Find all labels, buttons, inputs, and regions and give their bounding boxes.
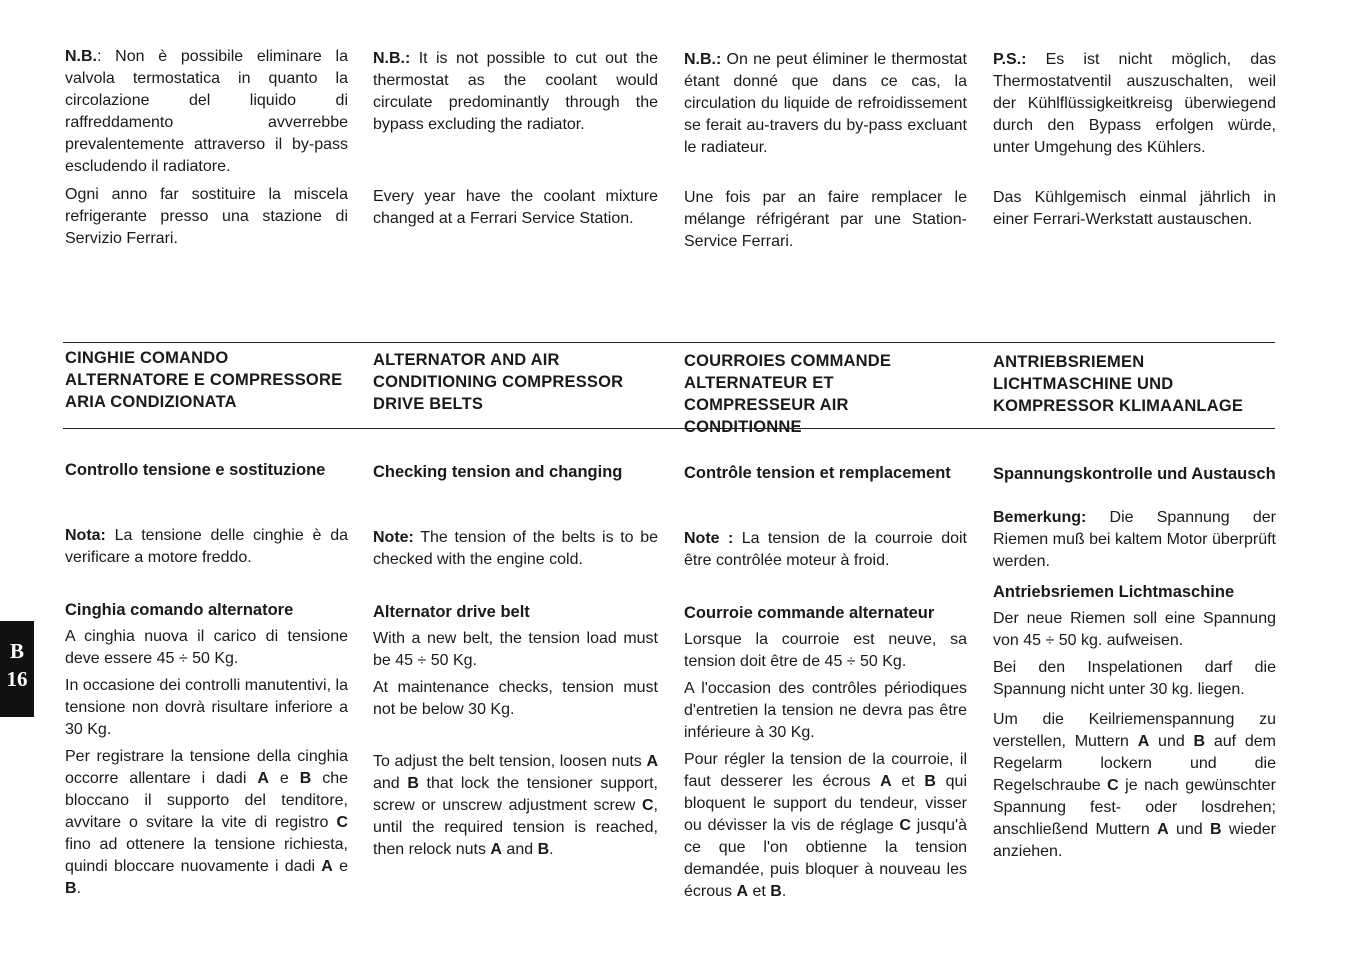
coolant-yearly-de: Das Kühlgemisch einmal jährlich in einer Ferrari-Werkstatt austauschen. [993,189,1276,228]
adjust-text-de-2: und [1149,733,1194,750]
adjust-text-en-3: that lock the tensioner support, screw or unscrew adjustment screw [373,775,659,814]
top-note-it-column [65,46,348,250]
adjust-text-it-6: . [76,880,82,897]
adjust-text-de-4: je nach gewünschter Spannung fest- oder losdrehen; anschließend Muttern [993,777,1276,838]
adjust-text-it-5: e [332,858,349,875]
screw-c-ref-it: C [336,814,348,831]
section-heading-it: CINGHIE COMANDO ALTERNATORE E COMPRESSORE ARIA CONDIZIONATA [65,349,343,411]
section-heading-en: ALTERNATOR AND AIR CONDITIONING COMPRESSOR DRIVE BELTS [373,351,624,413]
note-text-de: Die Spannung der Riemen muß bei kaltem Motor überprüft werden. [993,509,1276,570]
nut-a-ref-de: A [1137,733,1150,750]
nb-label-en: N.B.: [373,50,411,67]
maintenance-de: Bei den Inspelationen darf die Spannung nicht unter 30 kg. liegen. [993,659,1276,698]
check-title-de: Spannungskontrolle und Austausch [993,465,1276,483]
adjust-paragraph-en [373,751,658,861]
maintenance-it: In occasione dei controlli manutentivi, la tensione non dovrà risultare inferiore a 30 Kg. [65,677,348,738]
nut-b-ref-fr: B [924,773,936,790]
section-heading-fr: COURROIES COMMANDE ALTERNATEUR ET COMPRESSEUR AIR CONDITIONNE [684,352,892,436]
note-text-en: The tension of the belts is to be checked with the engine cold. [373,529,658,568]
new-belt-de: Der neue Riemen soll eine Spannung von 45 ÷ 50 kg. aufweisen. [993,610,1276,649]
note-text-fr: La tension de la courroie doit être contrôlée moteur à froid. [684,530,967,569]
maintenance-fr: A l'occasion des contrôles périodiques d'entretien la tension ne devra pas être inférieure à 30 Kg. [684,680,967,741]
adjust-text-fr-3: qui bloquent le support du tendeur, visser ou dévisser la vis de réglage [684,773,967,834]
coolant-yearly-en: Every year have the coolant mixture changed at a Ferrari Service Station. [373,188,658,227]
alternator-belt-title-de: Antriebsriemen Lichtmaschine [993,583,1235,601]
nut-a-ref2-fr: A [736,883,749,900]
screw-c-ref-de: C [1107,777,1119,794]
note-text-it: La tensione delle cinghie è da verificare a motore freddo. [65,527,348,566]
adjust-text-it-3: che bloccano il supporto del tenditore, avvitare o svitare la vite di registro [65,770,348,831]
alternator-belt-title-en: Alternator drive belt [373,603,530,621]
adjust-text-en-6: . [549,841,554,858]
adjust-text-it-4: fino ad ottenere la tensione richiesta, quindi bloccare nuovamente i dadi [65,836,348,875]
adjust-text-de-1: Um die Keilriemenspannung zu verstellen, Muttern [993,711,1276,750]
nb-text-it: : Non è possibile eliminare la valvola termostatica in quanto la circolazione del liquido di raffreddamento avverrebbe prevalentemente attraverso il by-pass escludendo il radiatore. [65,48,348,175]
check-en-column [373,461,658,861]
check-title-it: Controllo tensione e sostituzione [65,461,326,479]
nut-a-ref-en: A [646,753,658,770]
adjust-text-fr-6: . [781,883,787,900]
adjust-text-en-1: To adjust the belt tension, loosen nuts [373,753,647,770]
new-belt-fr: Lorsque la courroie est neuve, sa tension doit être de 45 ÷ 50 Kg. [684,631,967,670]
top-note-fr-column [684,49,967,253]
page-number: 16 [6,667,28,691]
screw-c-ref-fr: C [899,817,911,834]
adjust-paragraph-fr [684,749,967,903]
adjust-text-fr-2: et [891,773,925,790]
note-paragraph-it [65,525,348,569]
adjust-text-de-6: wieder anziehen. [993,821,1276,860]
section-rule-top [63,342,1275,343]
alternator-belt-title-fr: Courroie commande alternateur [684,604,935,622]
nb-text-fr: On ne peut éliminer le thermostat étant donné que dans ce cas, la circulation du liquide de refroidissement se ferait au-travers du by-pass excluant le radiateur. [684,51,967,156]
nut-b-ref-it: B [299,770,312,787]
coolant-yearly-fr: Une fois par an faire remplacer le mélange réfrigérant par une Station-Service Ferrari. [684,189,967,250]
ps-label-de: P.S.: [993,51,1027,68]
nb-paragraph-en [373,48,658,158]
nut-a-ref2-en: A [490,841,502,858]
adjust-text-de-5: und [1168,821,1210,838]
adjust-text-fr-5: et [748,883,771,900]
nut-b-ref-de: B [1193,733,1206,750]
adjust-text-fr-1: Pour régler la tension de la courroie, il faut desserer les écrous [684,751,967,790]
new-belt-en: With a new belt, the tension load must be 45 ÷ 50 Kg. [373,630,658,669]
nb-label-fr: N.B.: [684,51,722,68]
adjust-paragraph-de [993,709,1276,863]
nut-b-ref-en: B [407,775,419,792]
page-tab [0,621,34,717]
coolant-yearly-it: Ogni anno far sostituire la miscela refrigerante presso una stazione di Servizio Ferrari. [65,186,348,247]
nut-a-ref-it: A [257,770,269,787]
nut-a-ref2-de: A [1157,821,1169,838]
note-paragraph-fr [684,528,967,572]
top-note-en-column [373,48,658,230]
check-title-fr: Contrôle tension et remplacement [684,464,951,482]
note-label-en: Note: [373,529,414,546]
top-note-de-column [993,49,1276,231]
check-title-en: Checking tension and changing [373,463,623,481]
screw-c-ref-en: C [641,797,654,814]
adjust-text-de-3: auf dem Regelarm lockern und die Regelschraube [993,733,1277,794]
note-label-fr: Note : [684,530,734,547]
adjust-paragraph-it [65,746,348,900]
note-paragraph-de [993,507,1276,573]
adjust-text-it-2: e [268,770,300,787]
ps-paragraph-de [993,49,1276,159]
section-rule-bottom [63,428,1275,429]
nb-paragraph-it [65,46,348,178]
nut-a-ref-fr: A [880,773,892,790]
maintenance-en: At maintenance checks, tension must not be below 30 Kg. [373,679,658,718]
nut-b-ref2-fr: B [770,883,782,900]
check-fr-column [684,462,967,903]
new-belt-it: A cinghia nuova il carico di tensione deve essere 45 ÷ 50 Kg. [65,628,348,667]
nb-label-it: N.B. [65,48,97,65]
nut-b-ref2-it: B [65,880,77,897]
nb-paragraph-fr [684,49,967,159]
check-it-column [65,459,348,900]
note-label-de: Bemerkung: [993,509,1087,526]
adjust-text-en-5: and [501,841,538,858]
adjust-text-en-4: , until the required tension is reached, then relock nuts [373,797,658,858]
adjust-text-en-2: and [373,775,408,792]
note-label-it: Nota: [65,527,106,544]
adjust-text-fr-4: jusqu'à ce que l'on obtienne la tension demandée, puis bloquer à nouveau les écrous [684,817,967,900]
nut-b-ref2-en: B [537,841,550,858]
nut-a-ref2-it: A [321,858,333,875]
ps-text-de: Es ist nicht möglich, das Thermostatventil auszuschalten, weil der Kühlflüssigkeitkreisg überwiegend durch den Bypass erfolgen würde, unter Umgehung des Kühlers. [993,51,1276,156]
nb-text-en: It is not possible to cut out the thermostat as the coolant would circulate predominantly through the bypass excluding the radiator. [373,50,658,133]
section-heading-de: ANTRIEBSRIEMEN LICHTMASCHINE UND KOMPRESSOR KLIMAANLAGE [993,353,1244,415]
adjust-text-it-1: Per registrare la tensione della cinghia occorre allentare i dadi [65,748,348,787]
page-section-letter: B [9,639,24,663]
alternator-belt-title-it: Cinghia comando alternatore [65,601,294,619]
note-paragraph-en [373,527,658,571]
nut-b-ref2-de: B [1209,821,1222,838]
check-de-column [993,463,1276,863]
